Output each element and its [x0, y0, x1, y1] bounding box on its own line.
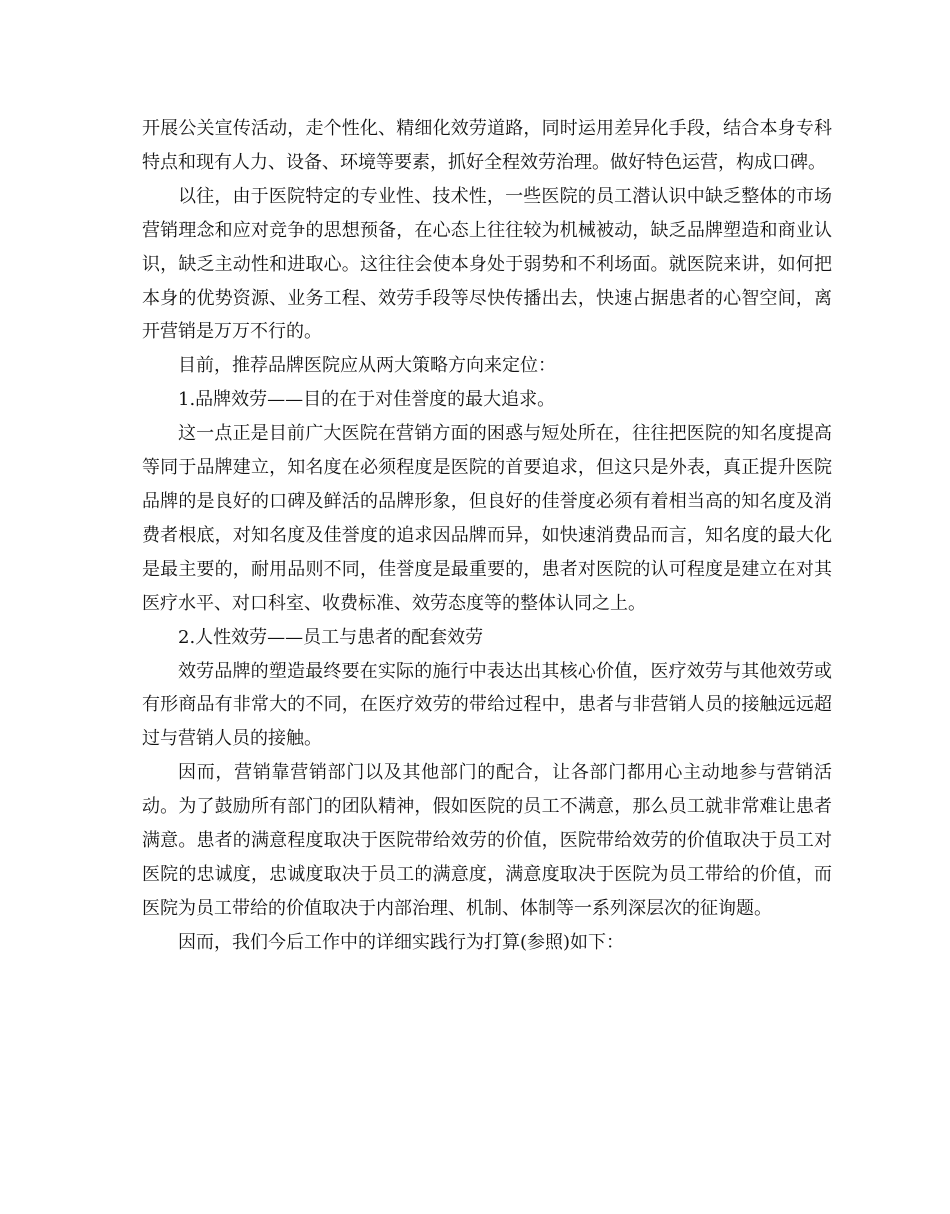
paragraph-2: 以往，由于医院特定的专业性、技术性，一些医院的员工潜认识中缺乏整体的市场营销理念和应对竞争的思想预备，在心态上往往较为机械被动，缺乏品牌塑造和商业认识，缺乏主动性和进取心。这往往会使本身处于弱势和不利场面。就医院来讲，如何把本身的优势资源、业务工程、效劳手段等尽快传播出去，快速占据患者的心智空间，离开营销是万万不行的。	[142, 185, 832, 343]
paragraph-7: 因而，我们今后工作中的详细实践行为打算(参照)如下：	[178, 931, 625, 953]
paragraph-4: 这一点正是目前广大医院在营销方面的困惑与短处所在，往往把医院的知名度提高等同于品牌建立，知名度在必须程度是医院的首要追求，但这只是外表，真正提升医院品牌的是良好的口碑及鲜活的品牌形象，但良好的佳誉度必须有着相当高的知名度及消费者根底，对知名度及佳誉度的追求因品牌而异，如快速消费品而言，知名度的最大化是最主要的，耐用品则不同，佳誉度是最重要的，患者对医院的认可程度是建立在对其医疗水平、对口科室、收费标准、效劳态度等的整体认同之上。	[142, 423, 832, 614]
list-item-2-heading: 2.人性效劳——员工与患者的配套效劳	[178, 626, 484, 648]
document-body	[142, 112, 832, 960]
paragraph-5: 效劳品牌的塑造最终要在实际的施行中表达出其核心价值，医疗效劳与其他效劳或有形商品有非常大的不同，在医疗效劳的带给过程中，患者与非营销人员的接触远远超过与营销人员的接触。	[142, 660, 832, 750]
paragraph-1: 开展公关宣传活动，走个性化、精细化效劳道路，同时运用差异化手段，结合本身专科特点和现有人力、设备、环境等要素，抓好全程效劳治理。做好特色运营，构成口碑。	[142, 118, 832, 173]
paragraph-6: 因而，营销靠营销部门以及其他部门的配合，让各部门都用心主动地参与营销活动。为了鼓励所有部门的团队精神，假如医院的员工不满意，那么员工就非常难让患者满意。患者的满意程度取决于医院带给效劳的价值，医院带给效劳的价值取决于员工对医院的忠诚度，忠诚度取决于员工的满意度，满意度取决于医院为员工带给的价值，而医院为员工带给的价值取决于内部治理、机制、体制等一系列深层次的征询题。	[142, 762, 832, 919]
list-item-1-heading: 1.品牌效劳——目的在于对佳誉度的最大追求。	[178, 389, 556, 411]
paragraph-3: 目前，推荐品牌医院应从两大策略方向来定位：	[178, 355, 556, 377]
